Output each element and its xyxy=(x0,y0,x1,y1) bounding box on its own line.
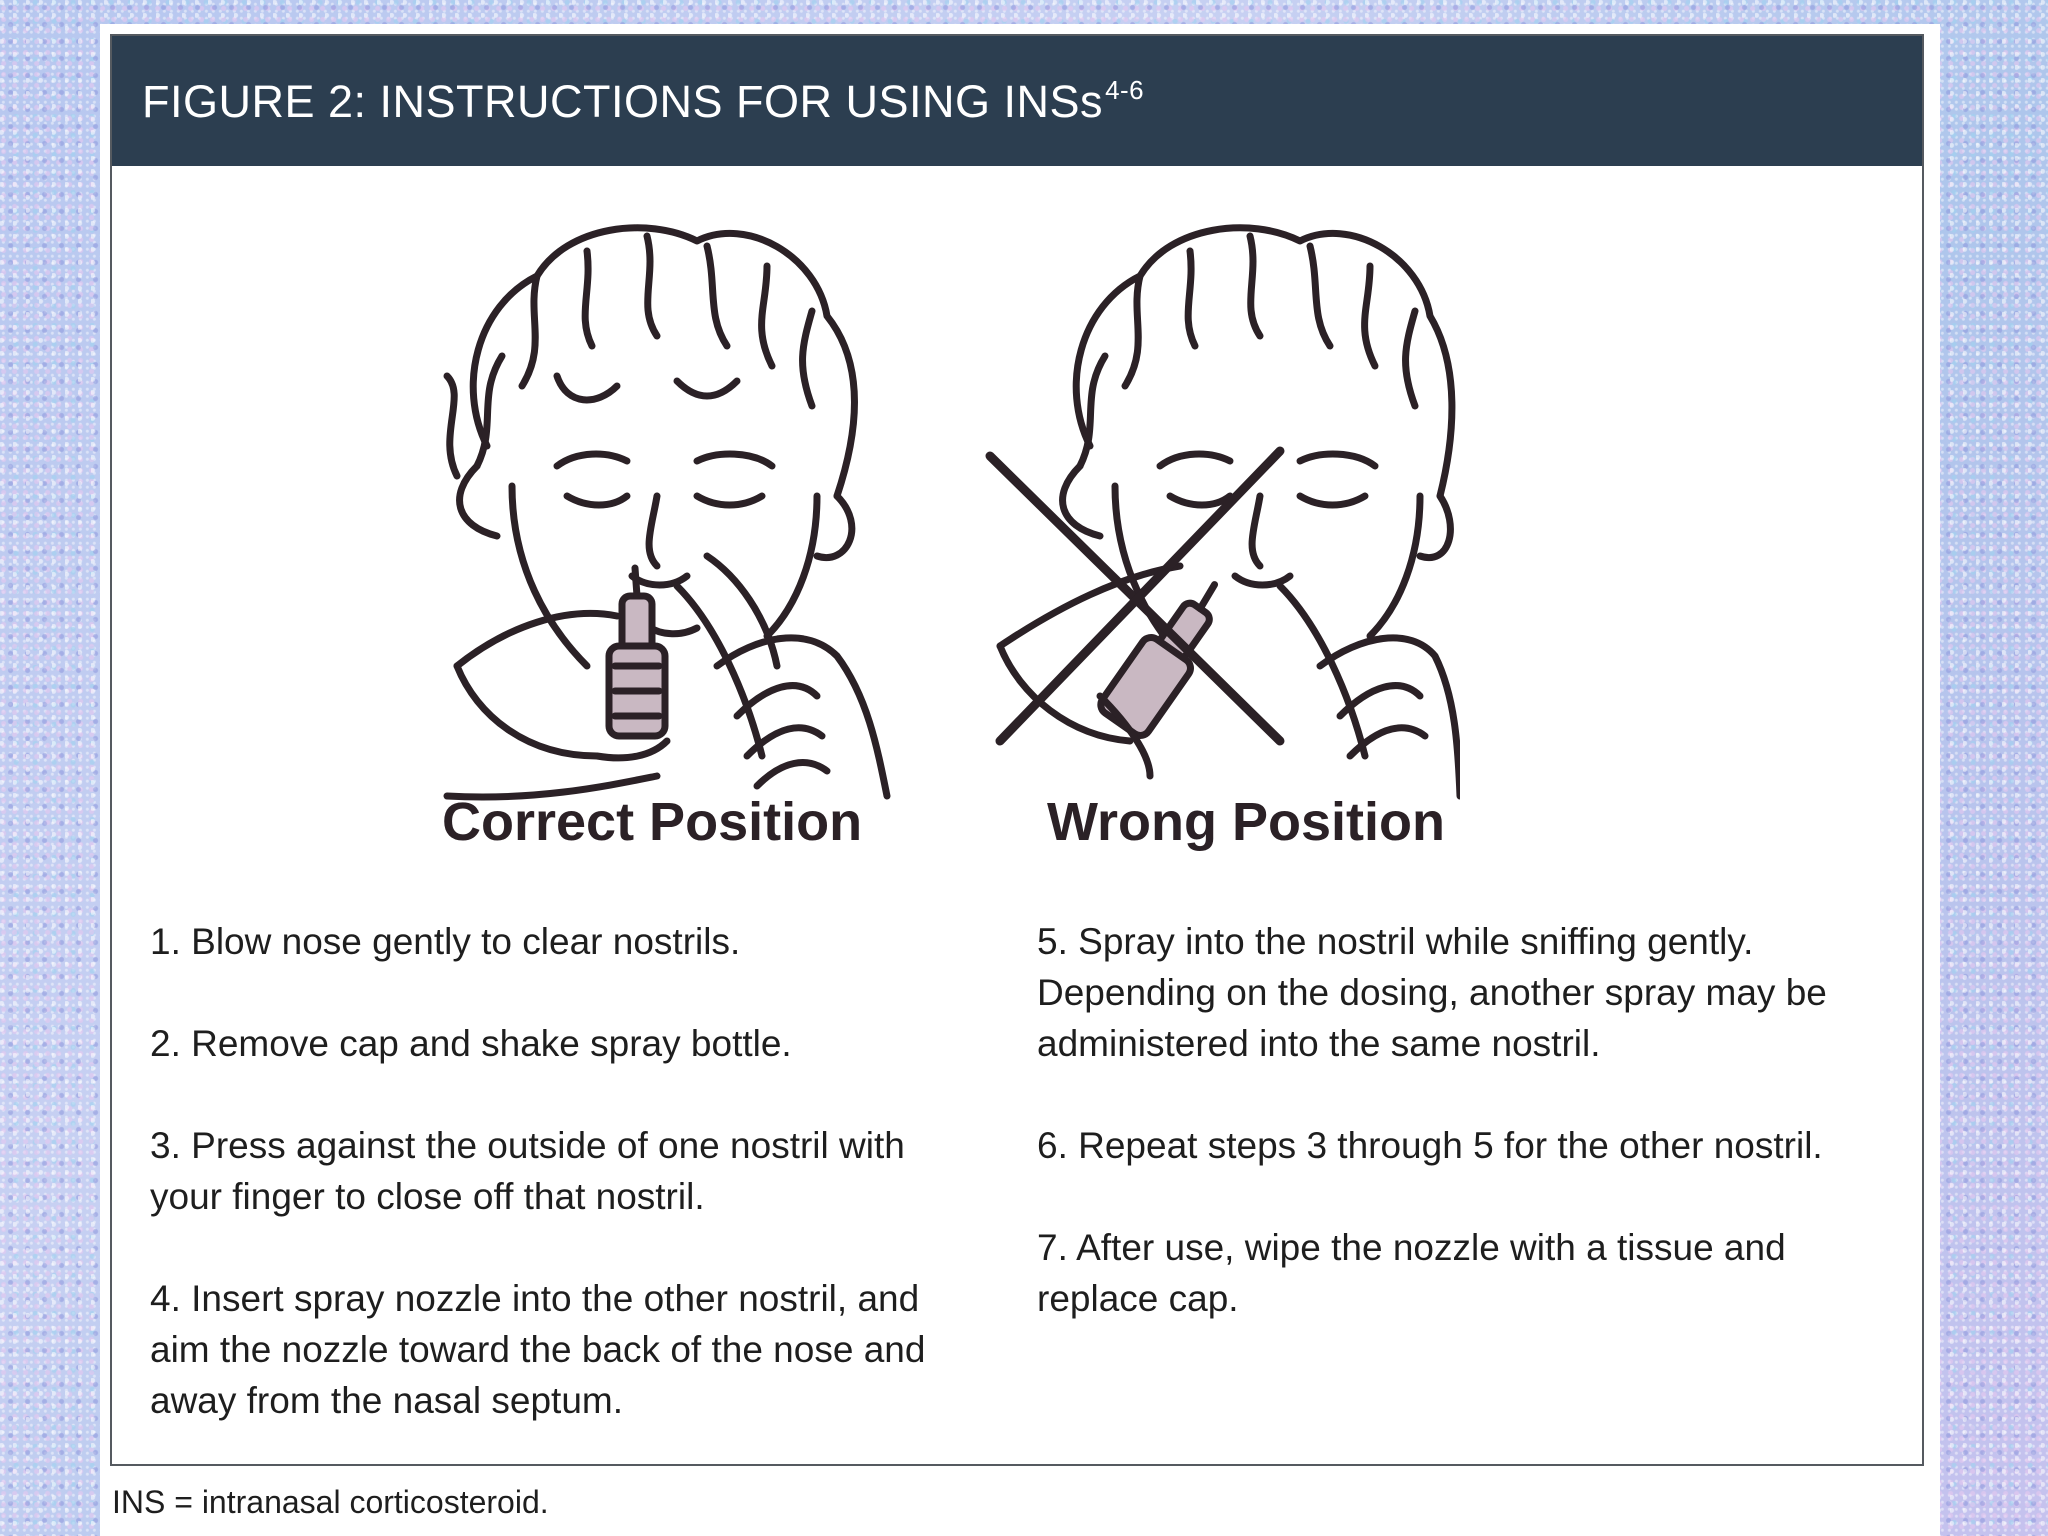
step-1: 1. Blow nose gently to clear nostrils. xyxy=(150,921,741,962)
step-4: 4. Insert spray nozzle into the other nostril, and aim the nozzle toward the back of the nose and away from the nasal septum. xyxy=(150,1278,926,1421)
wrong-position-caption: Wrong Position xyxy=(1047,792,1445,852)
spray-bottle xyxy=(609,568,665,736)
step-6: 6. Repeat steps 3 through 5 for the other nostril. xyxy=(1037,1125,1823,1166)
figure-title-reference: 4-6 xyxy=(1105,74,1145,105)
figure-header xyxy=(112,36,1922,166)
hair-outline xyxy=(447,228,855,558)
steps-right-column xyxy=(1037,916,1877,1375)
footnote: INS = intranasal corticosteroid. xyxy=(112,1484,549,1520)
step-5: 5. Spray into the nostril while sniffing gently. Depending on the dosing, another spray may be administered into the same nostril. xyxy=(1037,921,1827,1064)
step-3: 3. Press against the outside of one nostril with your finger to close off that nostril. xyxy=(150,1125,905,1217)
correct-position-caption: Correct Position xyxy=(442,792,863,852)
figure-box xyxy=(110,34,1924,1466)
figure-title xyxy=(142,75,1144,128)
correct-position-illustration xyxy=(417,196,897,816)
figure-title-text: FIGURE 2: INSTRUCTIONS FOR USING INSs xyxy=(142,75,1104,127)
step-7: 7. After use, wipe the nozzle with a tissue and replace cap. xyxy=(1037,1227,1786,1319)
document-page xyxy=(100,24,1940,1536)
hands xyxy=(1000,566,1460,796)
steps-left-column xyxy=(150,916,970,1477)
step-2: 2. Remove cap and shake spray bottle. xyxy=(150,1023,792,1064)
wrong-position-illustration xyxy=(980,196,1460,816)
